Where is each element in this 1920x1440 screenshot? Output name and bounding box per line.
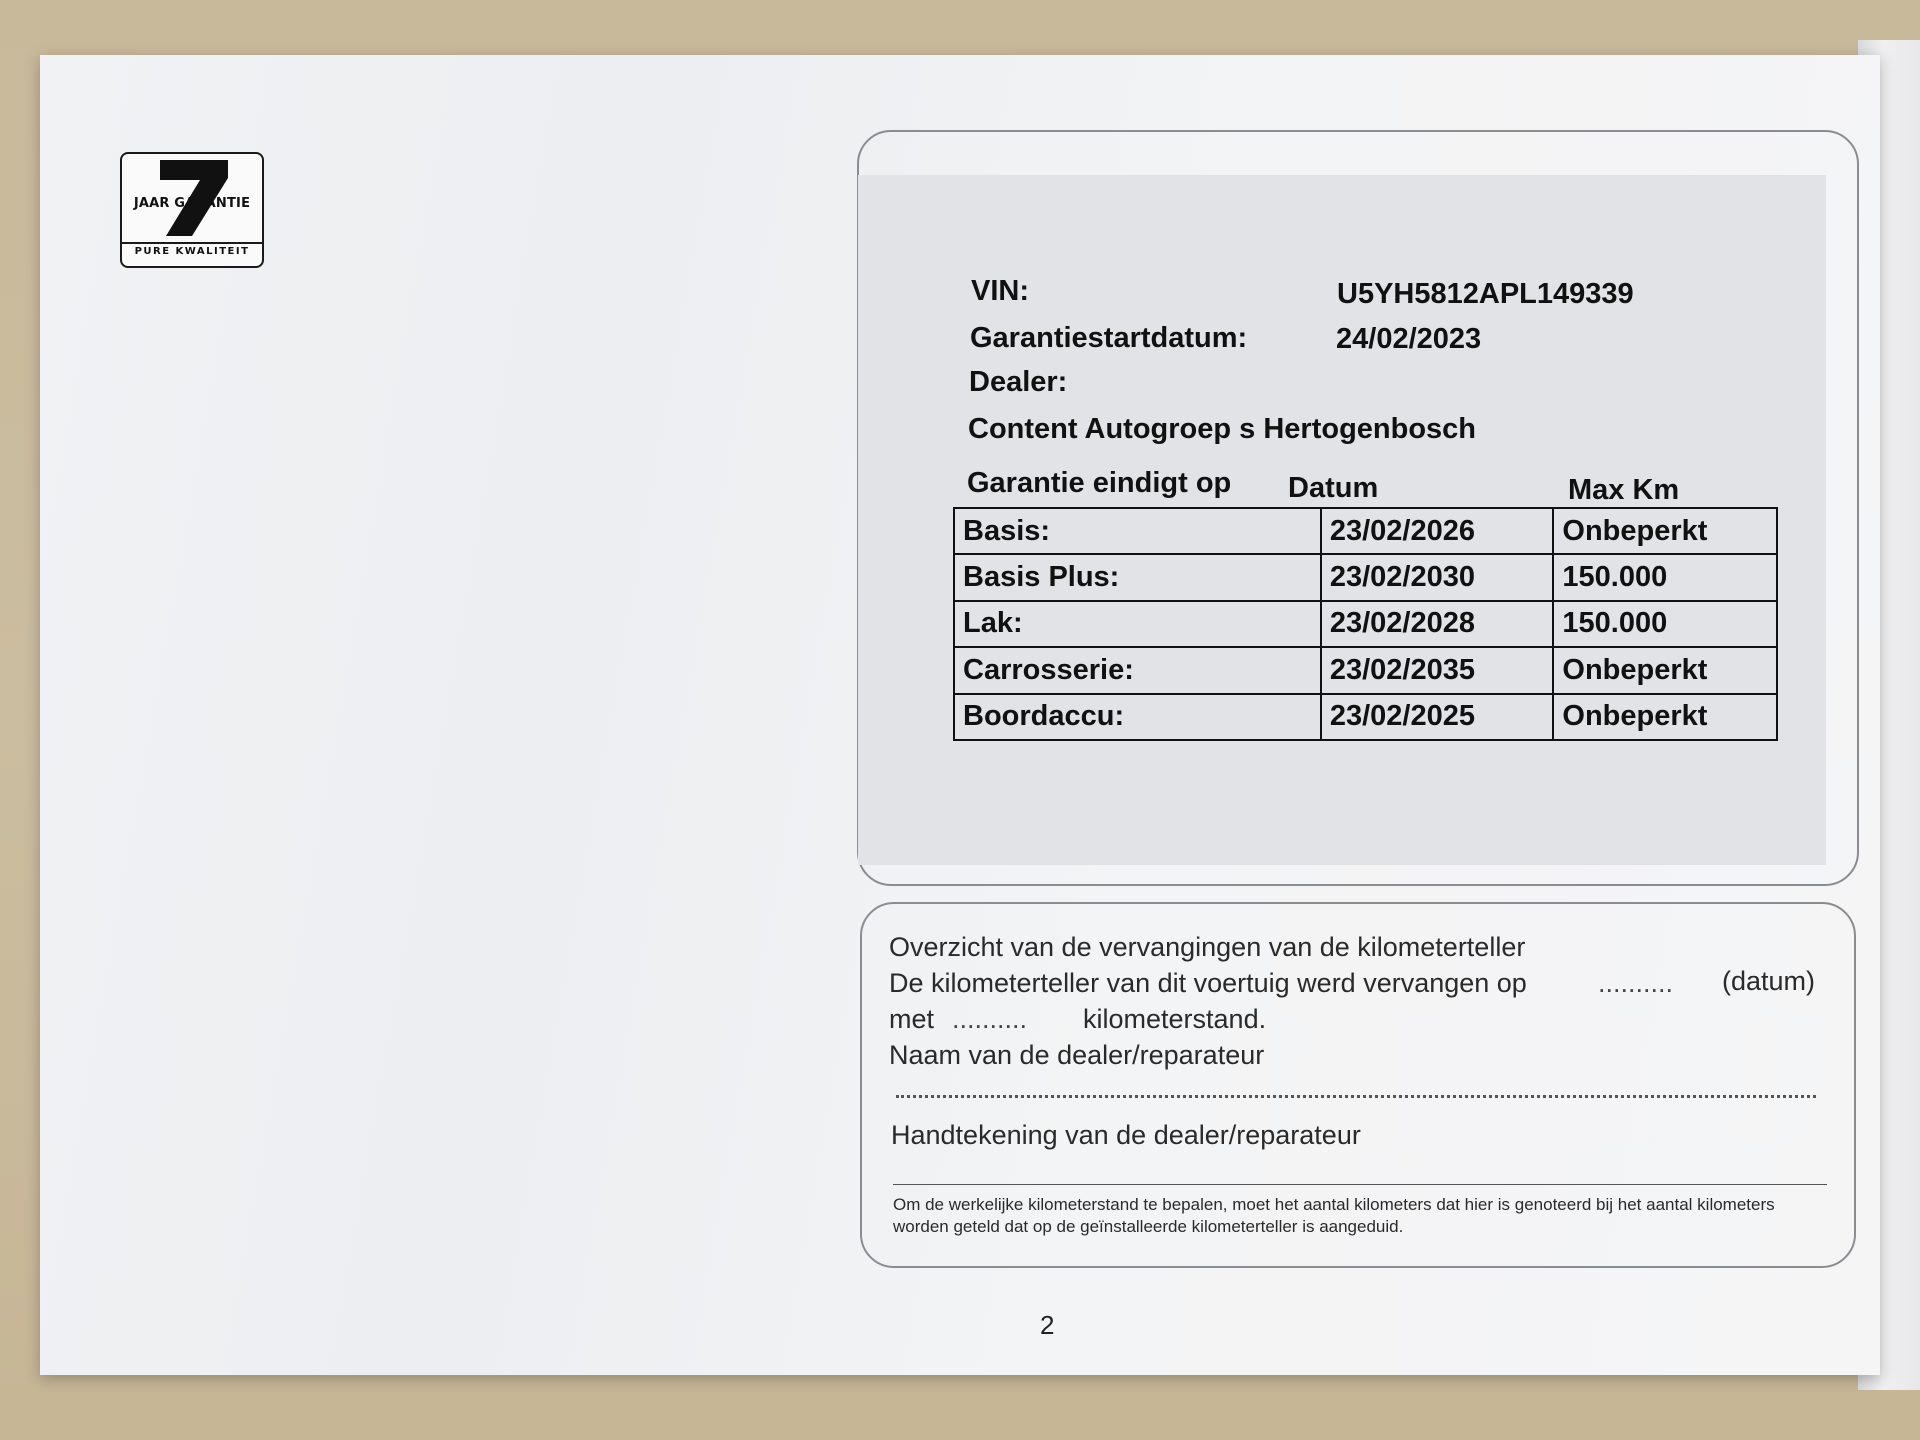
row-km: 150.000 <box>1553 554 1777 600</box>
row-km: 150.000 <box>1553 601 1777 647</box>
odometer-footnote: Om de werkelijke kilometerstand te bepalen, moet het aantal kilometers dat hier is genoteerd bij het aantal kilometers worden geteld dat op de geïnstalleerde kilometerteller is aangeduid. <box>893 1195 1775 1236</box>
row-km: Onbeperkt <box>1553 647 1777 693</box>
odometer-met: met <box>889 1004 935 1034</box>
table-header-date: Datum <box>1288 472 1379 504</box>
table-row <box>954 554 1777 600</box>
row-date: 23/02/2025 <box>1321 694 1554 740</box>
row-date: 23/02/2026 <box>1321 508 1554 554</box>
odometer-date-suffix: (datum) <box>1722 966 1816 996</box>
vin-label: VIN: <box>971 275 1029 307</box>
table-row <box>954 694 1777 740</box>
table-header-ends: Garantie eindigt op <box>967 467 1232 499</box>
signature-label: Handtekening van de dealer/reparateur <box>891 1120 1361 1150</box>
odometer-line1: De kilometerteller van dit voertuig werd vervangen op <box>889 968 1527 998</box>
signature-field[interactable] <box>893 1184 1827 1185</box>
start-date-label: Garantiestartdatum: <box>970 322 1248 354</box>
odometer-date-dots[interactable]: .......... <box>1598 968 1674 998</box>
logo-divider <box>122 242 262 244</box>
table-header-maxkm: Max Km <box>1568 474 1680 506</box>
row-label: Basis: <box>954 508 1321 554</box>
row-label: Carrosserie: <box>954 647 1321 693</box>
table-row <box>954 508 1777 554</box>
row-label: Lak: <box>954 601 1321 647</box>
row-date: 23/02/2035 <box>1321 647 1554 693</box>
warranty-table <box>953 507 1778 741</box>
vin-value: U5YH5812APL149339 <box>1337 278 1634 310</box>
row-km: Onbeperkt <box>1553 694 1777 740</box>
row-date: 23/02/2028 <box>1321 601 1554 647</box>
page-number: 2 <box>1040 1310 1055 1340</box>
row-label: Boordaccu: <box>954 694 1321 740</box>
start-date-value: 24/02/2023 <box>1336 323 1482 355</box>
logo-jaar-garantie: JAAR GARANTIE <box>133 196 251 211</box>
odometer-title: Overzicht van de vervangingen van de kilometerteller <box>889 932 1526 962</box>
warranty-logo <box>120 152 264 268</box>
dealer-name-label: Naam van de dealer/reparateur <box>889 1040 1265 1070</box>
dealer-name-field[interactable] <box>896 1095 1816 1098</box>
logo-pure-kwaliteit: PURE KWALITEIT <box>134 246 250 257</box>
row-date: 23/02/2030 <box>1321 554 1554 600</box>
table-row <box>954 647 1777 693</box>
odometer-km-suffix: kilometerstand. <box>1083 1004 1267 1034</box>
odometer-km-dots[interactable]: .......... <box>952 1004 1028 1034</box>
dealer-label: Dealer: <box>969 366 1068 398</box>
dealer-value: Content Autogroep s Hertogenbosch <box>968 413 1477 445</box>
row-label: Basis Plus: <box>954 554 1321 600</box>
table-row <box>954 601 1777 647</box>
row-km: Onbeperkt <box>1553 508 1777 554</box>
